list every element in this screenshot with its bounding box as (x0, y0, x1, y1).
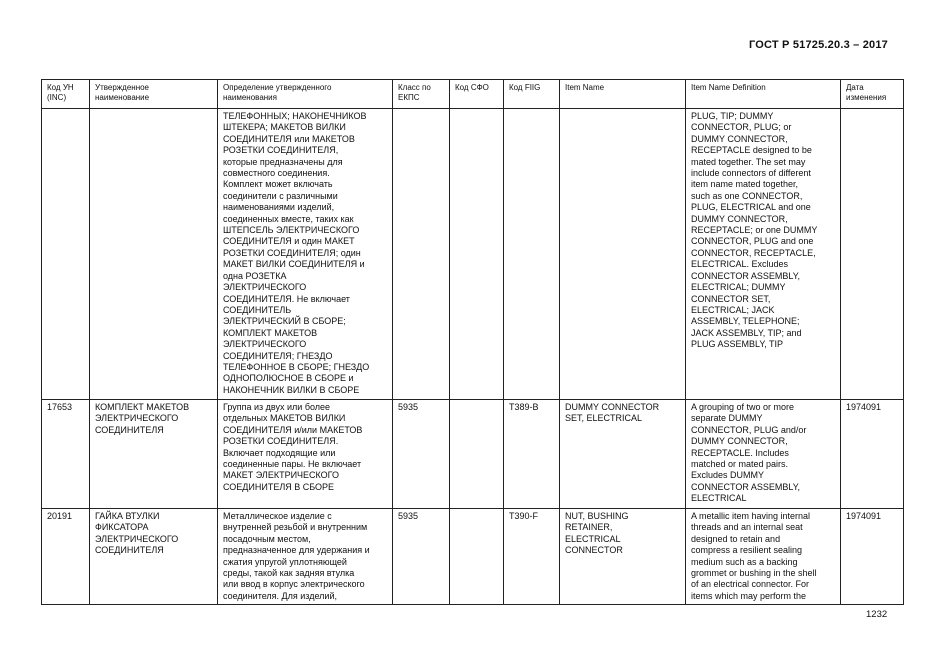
standard-table (41, 79, 904, 605)
cell-definition: ТЕЛЕФОННЫХ; НАКОНЕЧНИКОВ ШТЕКЕРА; МАКЕТОВ ВИЛКИ СОЕДИНИТЕЛЯ или МАКЕТОВ РОЗЕТКИ СОЕДИНИТЕЛЯ, которые предназначены для совместного соединения. Комплект может включать соединители с различными наименованиями изделий, соединенных вместе, таких как ШТЕПСЕЛЬ ЭЛЕКТРИЧЕСКОГО СОЕДИНИТЕЛЯ и один МАКЕТ РОЗЕТКИ СОЕДИНИТЕЛЯ; один МАКЕТ ВИЛКИ СОЕДИНИТЕЛЯ и одна РОЗЕТКА ЭЛЕКТРИЧЕСКОГО СОЕДИНИТЕЛЯ. Не включает СОЕДИНИТЕЛЬ ЭЛЕКТРИЧЕСКИЙ В СБОРЕ; КОМПЛЕКТ МАКЕТОВ ЭЛЕКТРИЧЕСКОГО СОЕДИНИТЕЛЯ; ГНЕЗДО ТЕЛЕФОННОЕ В СБОРЕ; ГНЕЗДО ОДНОПОЛЮСНОЕ В СБОРЕ и НАКОНЕЧНИК ВИЛКИ В СБОРЕ (218, 109, 393, 400)
table-header-row (42, 80, 904, 109)
cell-item-name: NUT, BUSHING RETAINER, ELECTRICAL CONNECTOR (560, 509, 686, 605)
table-row (42, 109, 904, 400)
cell-inc: 20191 (42, 509, 90, 605)
cell-definition: Группа из двух или более отдельных МАКЕТОВ ВИЛКИ СОЕДИНИТЕЛЯ и/или МАКЕТОВ РОЗЕТКИ СОЕДИНИТЕЛЯ. Включает подходящие или соединенные пары. Не включает МАКЕТ ЭЛЕКТРИЧЕСКОГО СОЕДИНИТЕЛЯ В СБОРЕ (218, 400, 393, 509)
cell-item-definition: PLUG, TIP; DUMMY CONNECTOR, PLUG; or DUMMY CONNECTOR, RECEPTACLE designed to be mated together. The set may include connectors of different item name mated together, such as one CONNECTOR, PLUG, ELECTRICAL and one DUMMY CONNECTOR, RECEPTACLE; or one DUMMY CONNECTOR, PLUG and one CONNECTOR, RECEPTACLE, ELECTRICAL. Excludes CONNECTOR ASSEMBLY, ELECTRICAL; DUMMY CONNECTOR SET, ELECTRICAL; JACK ASSEMBLY, TELEPHONE; JACK ASSEMBLY, TIP; and PLUG ASSEMBLY, TIP (686, 109, 841, 400)
cell-approved-name: ГАЙКА ВТУЛКИ ФИКСАТОРА ЭЛЕКТРИЧЕСКОГО СОЕДИНИТЕЛЯ (90, 509, 218, 605)
cell-approved-name: КОМПЛЕКТ МАКЕТОВ ЭЛЕКТРИЧЕСКОГО СОЕДИНИТЕЛЯ (90, 400, 218, 509)
header-approved-name: Утвержденное наименование (90, 80, 218, 109)
cell-inc: 17653 (42, 400, 90, 509)
cell-item-definition: A grouping of two or more separate DUMMY CONNECTOR, PLUG and/or DUMMY CONNECTOR, RECEPTACLE. Includes matched or mated pairs. Excludes DUMMY CONNECTOR ASSEMBLY, ELECTRICAL (686, 400, 841, 509)
cell-item-definition: A metallic item having internal threads and an internal seat designed to retain and compress a resilient sealing medium such as a backing grommet or bushing in the shell of an electrical connector. For items which may perform the (686, 509, 841, 605)
header-change-date: Дата изменения (841, 80, 904, 109)
cell-sfo-code (450, 509, 504, 605)
cell-fiig-code: T389-B (504, 400, 560, 509)
cell-ekps-class: 5935 (393, 400, 450, 509)
header-definition: Определение утвержденного наименования (218, 80, 393, 109)
cell-item-name: DUMMY CONNECTOR SET, ELECTRICAL (560, 400, 686, 509)
cell-change-date: 1974091 (841, 400, 904, 509)
cell-definition: Металлическое изделие с внутренней резьбой и внутренним посадочным местом, предназначенное для удержания и сжатия упругой уплотняющей среды, такой как задняя втулка или ввод в корпус электрического соединителя. Для изделий, (218, 509, 393, 605)
cell-sfo-code (450, 109, 504, 400)
cell-fiig-code (504, 109, 560, 400)
cell-ekps-class: 5935 (393, 509, 450, 605)
cell-change-date (841, 109, 904, 400)
table-row (42, 400, 904, 509)
header-item-definition: Item Name Definition (686, 80, 841, 109)
header-sfo-code: Код СФО (450, 80, 504, 109)
header-fiig-code: Код FIIG (504, 80, 560, 109)
cell-ekps-class (393, 109, 450, 400)
header-inc: Код УН (INC) (42, 80, 90, 109)
page-number: 1232 (866, 609, 888, 620)
header-ekps-class: Класс по ЕКПС (393, 80, 450, 109)
cell-item-name (560, 109, 686, 400)
document-code: ГОСТ Р 51725.20.3 – 2017 (748, 39, 888, 51)
cell-change-date: 1974091 (841, 509, 904, 605)
cell-sfo-code (450, 400, 504, 509)
cell-fiig-code: T390-F (504, 509, 560, 605)
cell-approved-name (90, 109, 218, 400)
cell-inc (42, 109, 90, 400)
table-row (42, 509, 904, 605)
header-item-name: Item Name (560, 80, 686, 109)
